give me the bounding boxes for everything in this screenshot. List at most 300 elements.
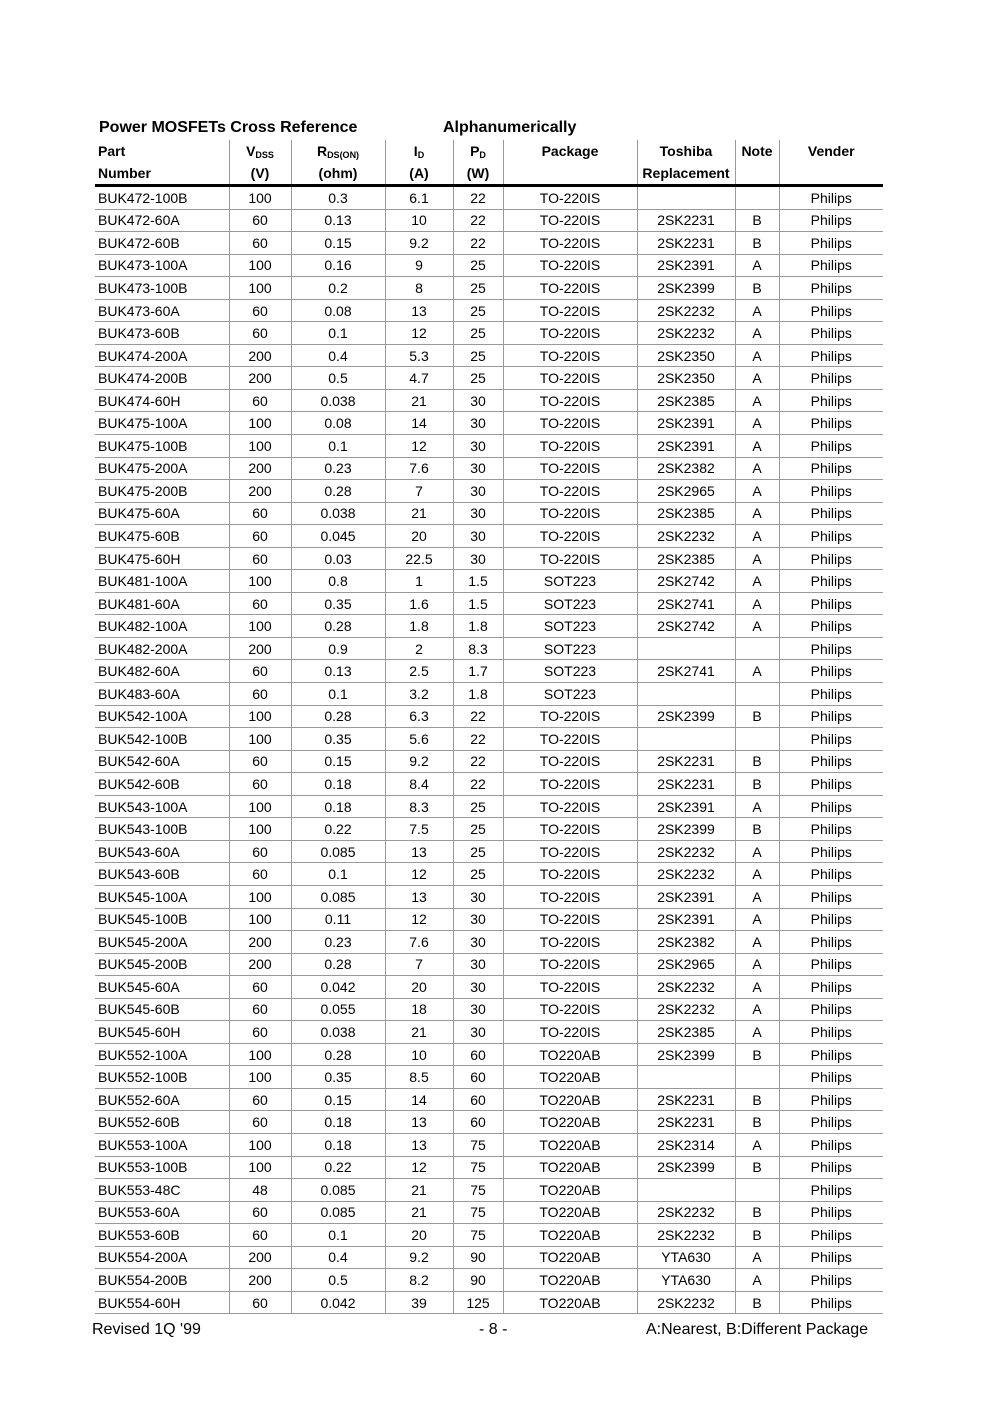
cell-id: 10 bbox=[385, 1043, 453, 1066]
cell-package: TO-220IS bbox=[503, 299, 637, 322]
table-row bbox=[95, 254, 883, 277]
cell-toshiba: 2SK2742 bbox=[637, 570, 735, 593]
cell-note bbox=[735, 728, 779, 751]
cell-part: BUK553-60A bbox=[95, 1201, 229, 1224]
cell-vender: Philips bbox=[779, 998, 883, 1021]
table-row bbox=[95, 931, 883, 954]
cell-rds: 0.8 bbox=[291, 570, 385, 593]
cell-note: A bbox=[735, 1133, 779, 1156]
cell-rds: 0.28 bbox=[291, 615, 385, 638]
cell-pd: 1.5 bbox=[453, 570, 503, 593]
cell-vdss: 200 bbox=[229, 1269, 291, 1292]
cell-package: TO-220IS bbox=[503, 863, 637, 886]
cell-id: 12 bbox=[385, 863, 453, 886]
cell-toshiba: 2SK2385 bbox=[637, 502, 735, 525]
cell-pd: 75 bbox=[453, 1201, 503, 1224]
cell-part: BUK553-60B bbox=[95, 1224, 229, 1247]
cell-part: BUK474-200A bbox=[95, 344, 229, 367]
cell-note: B bbox=[735, 750, 779, 773]
cell-vender: Philips bbox=[779, 389, 883, 412]
cell-id: 9.2 bbox=[385, 1246, 453, 1269]
cell-package: TO-220IS bbox=[503, 254, 637, 277]
cell-vender: Philips bbox=[779, 1156, 883, 1179]
cell-pd: 30 bbox=[453, 953, 503, 976]
cell-note: A bbox=[735, 412, 779, 435]
cell-vdss: 60 bbox=[229, 547, 291, 570]
cell-note: B bbox=[735, 232, 779, 255]
cell-rds: 0.038 bbox=[291, 389, 385, 412]
cell-pd: 25 bbox=[453, 344, 503, 367]
cell-note: A bbox=[735, 976, 779, 999]
cell-package: TO-220IS bbox=[503, 186, 637, 210]
cell-vender: Philips bbox=[779, 502, 883, 525]
cell-id: 12 bbox=[385, 435, 453, 458]
cell-part: BUK473-100B bbox=[95, 277, 229, 300]
cell-vender: Philips bbox=[779, 795, 883, 818]
cell-note bbox=[735, 1066, 779, 1089]
cell-rds: 0.35 bbox=[291, 1066, 385, 1089]
cell-id: 20 bbox=[385, 976, 453, 999]
cell-pd: 8.3 bbox=[453, 637, 503, 660]
cell-part: BUK545-100B bbox=[95, 908, 229, 931]
cell-note: A bbox=[735, 322, 779, 345]
cell-vdss: 100 bbox=[229, 795, 291, 818]
cell-vdss: 60 bbox=[229, 1201, 291, 1224]
cell-id: 21 bbox=[385, 1179, 453, 1202]
table-row bbox=[95, 435, 883, 458]
table-row bbox=[95, 908, 883, 931]
cell-rds: 0.085 bbox=[291, 885, 385, 908]
cell-vender: Philips bbox=[779, 931, 883, 954]
cell-note bbox=[735, 637, 779, 660]
table-row bbox=[95, 1156, 883, 1179]
cell-id: 5.6 bbox=[385, 728, 453, 751]
cell-id: 13 bbox=[385, 885, 453, 908]
cell-toshiba: 2SK2391 bbox=[637, 908, 735, 931]
cell-id: 6.1 bbox=[385, 186, 453, 210]
cell-id: 14 bbox=[385, 412, 453, 435]
cell-toshiba: 2SK2231 bbox=[637, 1088, 735, 1111]
cell-package: TO220AB bbox=[503, 1088, 637, 1111]
table-row bbox=[95, 615, 883, 638]
cell-package: TO-220IS bbox=[503, 322, 637, 345]
cell-pd: 30 bbox=[453, 525, 503, 548]
cell-part: BUK481-60A bbox=[95, 592, 229, 615]
cell-vender: Philips bbox=[779, 840, 883, 863]
cell-part: BUK552-60B bbox=[95, 1111, 229, 1134]
table-row bbox=[95, 1021, 883, 1044]
cell-rds: 0.28 bbox=[291, 705, 385, 728]
cell-vender: Philips bbox=[779, 750, 883, 773]
cell-toshiba: 2SK2385 bbox=[637, 547, 735, 570]
cell-package: TO-220IS bbox=[503, 998, 637, 1021]
cell-vender: Philips bbox=[779, 277, 883, 300]
cell-id: 8.3 bbox=[385, 795, 453, 818]
cell-toshiba bbox=[637, 728, 735, 751]
cell-vender: Philips bbox=[779, 728, 883, 751]
table-row bbox=[95, 592, 883, 615]
cell-note: B bbox=[735, 277, 779, 300]
cell-rds: 0.13 bbox=[291, 209, 385, 232]
table-row bbox=[95, 683, 883, 706]
cell-package: TO-220IS bbox=[503, 367, 637, 390]
cell-rds: 0.085 bbox=[291, 1179, 385, 1202]
cell-package: TO-220IS bbox=[503, 885, 637, 908]
cell-vdss: 60 bbox=[229, 389, 291, 412]
cell-toshiba: 2SK2382 bbox=[637, 931, 735, 954]
cell-vdss: 100 bbox=[229, 277, 291, 300]
cell-pd: 30 bbox=[453, 389, 503, 412]
cell-vdss: 60 bbox=[229, 840, 291, 863]
cell-vdss: 60 bbox=[229, 660, 291, 683]
cell-vdss: 100 bbox=[229, 818, 291, 841]
cell-package: TO220AB bbox=[503, 1246, 637, 1269]
table-row bbox=[95, 1201, 883, 1224]
col-vdss-header: $V_{DSS}$ bbox=[229, 140, 291, 162]
col-id-unit: (A) bbox=[385, 162, 453, 186]
cell-rds: 0.18 bbox=[291, 795, 385, 818]
cell-toshiba: 2SK2399 bbox=[637, 277, 735, 300]
cell-part: BUK552-60A bbox=[95, 1088, 229, 1111]
cell-vdss: 60 bbox=[229, 232, 291, 255]
cell-note: A bbox=[735, 592, 779, 615]
cell-toshiba: 2SK2314 bbox=[637, 1133, 735, 1156]
cell-vender: Philips bbox=[779, 683, 883, 706]
cell-rds: 0.2 bbox=[291, 277, 385, 300]
cell-package: TO-220IS bbox=[503, 344, 637, 367]
cell-note: A bbox=[735, 908, 779, 931]
col-toshiba-header: Toshiba bbox=[637, 140, 735, 162]
cell-pd: 25 bbox=[453, 367, 503, 390]
cell-package: SOT223 bbox=[503, 592, 637, 615]
cell-rds: 0.18 bbox=[291, 1111, 385, 1134]
cell-vdss: 200 bbox=[229, 344, 291, 367]
cell-toshiba: 2SK2231 bbox=[637, 750, 735, 773]
cell-part: BUK475-60B bbox=[95, 525, 229, 548]
cell-package: TO220AB bbox=[503, 1291, 637, 1314]
cell-package: TO220AB bbox=[503, 1179, 637, 1202]
cell-vender: Philips bbox=[779, 209, 883, 232]
cell-vdss: 100 bbox=[229, 728, 291, 751]
cell-part: BUK542-100B bbox=[95, 728, 229, 751]
cell-note: A bbox=[735, 367, 779, 390]
cell-part: BUK475-100B bbox=[95, 435, 229, 458]
cell-note: A bbox=[735, 660, 779, 683]
cell-toshiba: 2SK2385 bbox=[637, 389, 735, 412]
cell-vender: Philips bbox=[779, 299, 883, 322]
table-row bbox=[95, 389, 883, 412]
cell-part: BUK543-100B bbox=[95, 818, 229, 841]
cell-toshiba: 2SK2741 bbox=[637, 592, 735, 615]
cell-package: TO-220IS bbox=[503, 277, 637, 300]
cell-toshiba: 2SK2232 bbox=[637, 998, 735, 1021]
cell-vender: Philips bbox=[779, 186, 883, 210]
col-id-header: $I_D$ bbox=[385, 140, 453, 162]
cell-note: A bbox=[735, 570, 779, 593]
cell-vender: Philips bbox=[779, 592, 883, 615]
col-rds-header: $R_{DS(ON)}$ bbox=[291, 140, 385, 162]
cell-id: 1.6 bbox=[385, 592, 453, 615]
cell-part: BUK472-100B bbox=[95, 186, 229, 210]
cell-toshiba: 2SK2232 bbox=[637, 299, 735, 322]
cell-vender: Philips bbox=[779, 1021, 883, 1044]
table-row bbox=[95, 660, 883, 683]
col-part-subheader: Number bbox=[95, 162, 229, 186]
cell-rds: 0.35 bbox=[291, 728, 385, 751]
cell-part: BUK475-200A bbox=[95, 457, 229, 480]
cell-note: A bbox=[735, 840, 779, 863]
cell-pd: 30 bbox=[453, 1021, 503, 1044]
table-row bbox=[95, 1246, 883, 1269]
cell-part: BUK473-60B bbox=[95, 322, 229, 345]
cell-note: A bbox=[735, 998, 779, 1021]
cell-part: BUK475-100A bbox=[95, 412, 229, 435]
cell-pd: 1.7 bbox=[453, 660, 503, 683]
cell-rds: 0.3 bbox=[291, 186, 385, 210]
cell-package: TO220AB bbox=[503, 1269, 637, 1292]
cell-vdss: 100 bbox=[229, 412, 291, 435]
cell-pd: 60 bbox=[453, 1066, 503, 1089]
table-row bbox=[95, 1179, 883, 1202]
cell-vender: Philips bbox=[779, 570, 883, 593]
cell-part: BUK552-100B bbox=[95, 1066, 229, 1089]
cell-vdss: 48 bbox=[229, 1179, 291, 1202]
cell-package: TO-220IS bbox=[503, 547, 637, 570]
cell-vdss: 100 bbox=[229, 1156, 291, 1179]
cell-pd: 1.5 bbox=[453, 592, 503, 615]
cell-pd: 30 bbox=[453, 435, 503, 458]
cell-rds: 0.4 bbox=[291, 1246, 385, 1269]
cell-id: 8.4 bbox=[385, 773, 453, 796]
cell-part: BUK542-60A bbox=[95, 750, 229, 773]
cell-rds: 0.18 bbox=[291, 773, 385, 796]
cell-toshiba: 2SK2391 bbox=[637, 254, 735, 277]
cell-rds: 0.13 bbox=[291, 660, 385, 683]
table-row bbox=[95, 1224, 883, 1247]
cell-package: TO220AB bbox=[503, 1066, 637, 1089]
cell-pd: 22 bbox=[453, 728, 503, 751]
cell-note: A bbox=[735, 254, 779, 277]
cell-vender: Philips bbox=[779, 637, 883, 660]
cell-toshiba: 2SK2399 bbox=[637, 1156, 735, 1179]
header-row-2 bbox=[95, 162, 883, 186]
cell-package: TO-220IS bbox=[503, 209, 637, 232]
cell-package: TO-220IS bbox=[503, 457, 637, 480]
cell-note: A bbox=[735, 615, 779, 638]
cell-vender: Philips bbox=[779, 908, 883, 931]
cell-vender: Philips bbox=[779, 254, 883, 277]
cell-rds: 0.085 bbox=[291, 840, 385, 863]
cell-vdss: 200 bbox=[229, 931, 291, 954]
cell-pd: 25 bbox=[453, 277, 503, 300]
cell-package: TO-220IS bbox=[503, 480, 637, 503]
cell-part: BUK545-200B bbox=[95, 953, 229, 976]
cell-id: 21 bbox=[385, 1021, 453, 1044]
cell-vdss: 200 bbox=[229, 637, 291, 660]
cell-vdss: 60 bbox=[229, 525, 291, 548]
col-vdss-unit: (V) bbox=[229, 162, 291, 186]
cell-vender: Philips bbox=[779, 547, 883, 570]
cell-package: TO-220IS bbox=[503, 728, 637, 751]
cell-vdss: 60 bbox=[229, 592, 291, 615]
cell-pd: 25 bbox=[453, 863, 503, 886]
cell-id: 6.3 bbox=[385, 705, 453, 728]
cell-part: BUK554-200A bbox=[95, 1246, 229, 1269]
cell-note: B bbox=[735, 1111, 779, 1134]
cell-pd: 30 bbox=[453, 412, 503, 435]
cell-rds: 0.28 bbox=[291, 1043, 385, 1066]
cell-note: B bbox=[735, 209, 779, 232]
cell-part: BUK545-60B bbox=[95, 998, 229, 1021]
cell-part: BUK545-60H bbox=[95, 1021, 229, 1044]
cell-toshiba bbox=[637, 683, 735, 706]
cell-package: TO220AB bbox=[503, 1133, 637, 1156]
cell-rds: 0.23 bbox=[291, 931, 385, 954]
cell-pd: 30 bbox=[453, 480, 503, 503]
cell-rds: 0.045 bbox=[291, 525, 385, 548]
cell-package: TO-220IS bbox=[503, 795, 637, 818]
cell-note: B bbox=[735, 1291, 779, 1314]
cell-rds: 0.085 bbox=[291, 1201, 385, 1224]
cell-rds: 0.11 bbox=[291, 908, 385, 931]
cell-part: BUK482-200A bbox=[95, 637, 229, 660]
cell-note: A bbox=[735, 525, 779, 548]
cell-vender: Philips bbox=[779, 1201, 883, 1224]
cell-id: 13 bbox=[385, 299, 453, 322]
cell-pd: 30 bbox=[453, 998, 503, 1021]
cell-vdss: 60 bbox=[229, 863, 291, 886]
cell-rds: 0.038 bbox=[291, 1021, 385, 1044]
cell-vdss: 100 bbox=[229, 254, 291, 277]
cell-package: TO-220IS bbox=[503, 502, 637, 525]
cell-note: B bbox=[735, 1043, 779, 1066]
cell-part: BUK475-60H bbox=[95, 547, 229, 570]
cell-vender: Philips bbox=[779, 1111, 883, 1134]
cell-part: BUK474-200B bbox=[95, 367, 229, 390]
col-package-unit bbox=[503, 162, 637, 186]
col-pd-header: $P_D$ bbox=[453, 140, 503, 162]
cell-note bbox=[735, 1179, 779, 1202]
cell-vender: Philips bbox=[779, 480, 883, 503]
cell-note: A bbox=[735, 502, 779, 525]
cell-package: TO-220IS bbox=[503, 840, 637, 863]
cell-pd: 125 bbox=[453, 1291, 503, 1314]
cell-id: 2.5 bbox=[385, 660, 453, 683]
cell-vender: Philips bbox=[779, 1269, 883, 1292]
cell-pd: 22 bbox=[453, 705, 503, 728]
cell-vender: Philips bbox=[779, 232, 883, 255]
cell-toshiba: 2SK2391 bbox=[637, 435, 735, 458]
cell-package: TO-220IS bbox=[503, 389, 637, 412]
cell-toshiba: YTA630 bbox=[637, 1246, 735, 1269]
cell-id: 39 bbox=[385, 1291, 453, 1314]
cell-vdss: 200 bbox=[229, 1246, 291, 1269]
cell-package: TO-220IS bbox=[503, 705, 637, 728]
cell-vdss: 60 bbox=[229, 1111, 291, 1134]
cell-pd: 1.8 bbox=[453, 683, 503, 706]
cell-vender: Philips bbox=[779, 525, 883, 548]
cell-vender: Philips bbox=[779, 1133, 883, 1156]
page-subtitle: Alphanumerically bbox=[443, 119, 577, 136]
cell-rds: 0.18 bbox=[291, 1133, 385, 1156]
cell-part: BUK481-100A bbox=[95, 570, 229, 593]
cell-id: 3.2 bbox=[385, 683, 453, 706]
cell-id: 7.6 bbox=[385, 931, 453, 954]
cell-rds: 0.1 bbox=[291, 435, 385, 458]
cell-package: TO-220IS bbox=[503, 953, 637, 976]
cell-vdss: 60 bbox=[229, 683, 291, 706]
cell-package: TO-220IS bbox=[503, 525, 637, 548]
cell-part: BUK543-60A bbox=[95, 840, 229, 863]
cell-rds: 0.1 bbox=[291, 683, 385, 706]
table-row bbox=[95, 1269, 883, 1292]
cell-package: TO220AB bbox=[503, 1111, 637, 1134]
cell-vdss: 60 bbox=[229, 1088, 291, 1111]
table-row bbox=[95, 1066, 883, 1089]
cell-rds: 0.042 bbox=[291, 1291, 385, 1314]
cell-package: TO-220IS bbox=[503, 1021, 637, 1044]
table-row bbox=[95, 1088, 883, 1111]
table-row bbox=[95, 795, 883, 818]
cell-id: 12 bbox=[385, 908, 453, 931]
cell-vender: Philips bbox=[779, 705, 883, 728]
cell-toshiba: 2SK2231 bbox=[637, 232, 735, 255]
cell-pd: 75 bbox=[453, 1133, 503, 1156]
cell-vdss: 60 bbox=[229, 750, 291, 773]
page-title: Power MOSFETs Cross Reference bbox=[99, 119, 358, 136]
table-row bbox=[95, 1111, 883, 1134]
cell-note: A bbox=[735, 863, 779, 886]
cell-id: 13 bbox=[385, 840, 453, 863]
cell-toshiba: 2SK2399 bbox=[637, 1043, 735, 1066]
cell-toshiba: 2SK2385 bbox=[637, 1021, 735, 1044]
table-row bbox=[95, 232, 883, 255]
cell-part: BUK483-60A bbox=[95, 683, 229, 706]
cell-note: A bbox=[735, 1269, 779, 1292]
cell-toshiba: 2SK2232 bbox=[637, 525, 735, 548]
cell-rds: 0.15 bbox=[291, 232, 385, 255]
cell-pd: 90 bbox=[453, 1246, 503, 1269]
cell-package: TO220AB bbox=[503, 1043, 637, 1066]
cell-toshiba: 2SK2741 bbox=[637, 660, 735, 683]
cell-toshiba: 2SK2232 bbox=[637, 1224, 735, 1247]
cell-vender: Philips bbox=[779, 1043, 883, 1066]
cell-toshiba: 2SK2232 bbox=[637, 976, 735, 999]
col-package-header: Package bbox=[503, 140, 637, 162]
cell-package: SOT223 bbox=[503, 683, 637, 706]
table-row bbox=[95, 637, 883, 660]
cell-pd: 22 bbox=[453, 232, 503, 255]
cell-toshiba: 2SK2231 bbox=[637, 1111, 735, 1134]
cell-part: BUK552-100A bbox=[95, 1043, 229, 1066]
cell-id: 5.3 bbox=[385, 344, 453, 367]
cell-rds: 0.042 bbox=[291, 976, 385, 999]
cell-note: A bbox=[735, 457, 779, 480]
cell-id: 9 bbox=[385, 254, 453, 277]
cell-vdss: 100 bbox=[229, 570, 291, 593]
cell-vdss: 60 bbox=[229, 1021, 291, 1044]
cell-id: 2 bbox=[385, 637, 453, 660]
cell-package: TO-220IS bbox=[503, 435, 637, 458]
col-note-unit bbox=[735, 162, 779, 186]
cell-note: B bbox=[735, 1201, 779, 1224]
cell-rds: 0.03 bbox=[291, 547, 385, 570]
cell-vdss: 100 bbox=[229, 1066, 291, 1089]
cell-package: TO-220IS bbox=[503, 750, 637, 773]
cell-vdss: 200 bbox=[229, 457, 291, 480]
cell-rds: 0.5 bbox=[291, 1269, 385, 1292]
cell-note: B bbox=[735, 1156, 779, 1179]
